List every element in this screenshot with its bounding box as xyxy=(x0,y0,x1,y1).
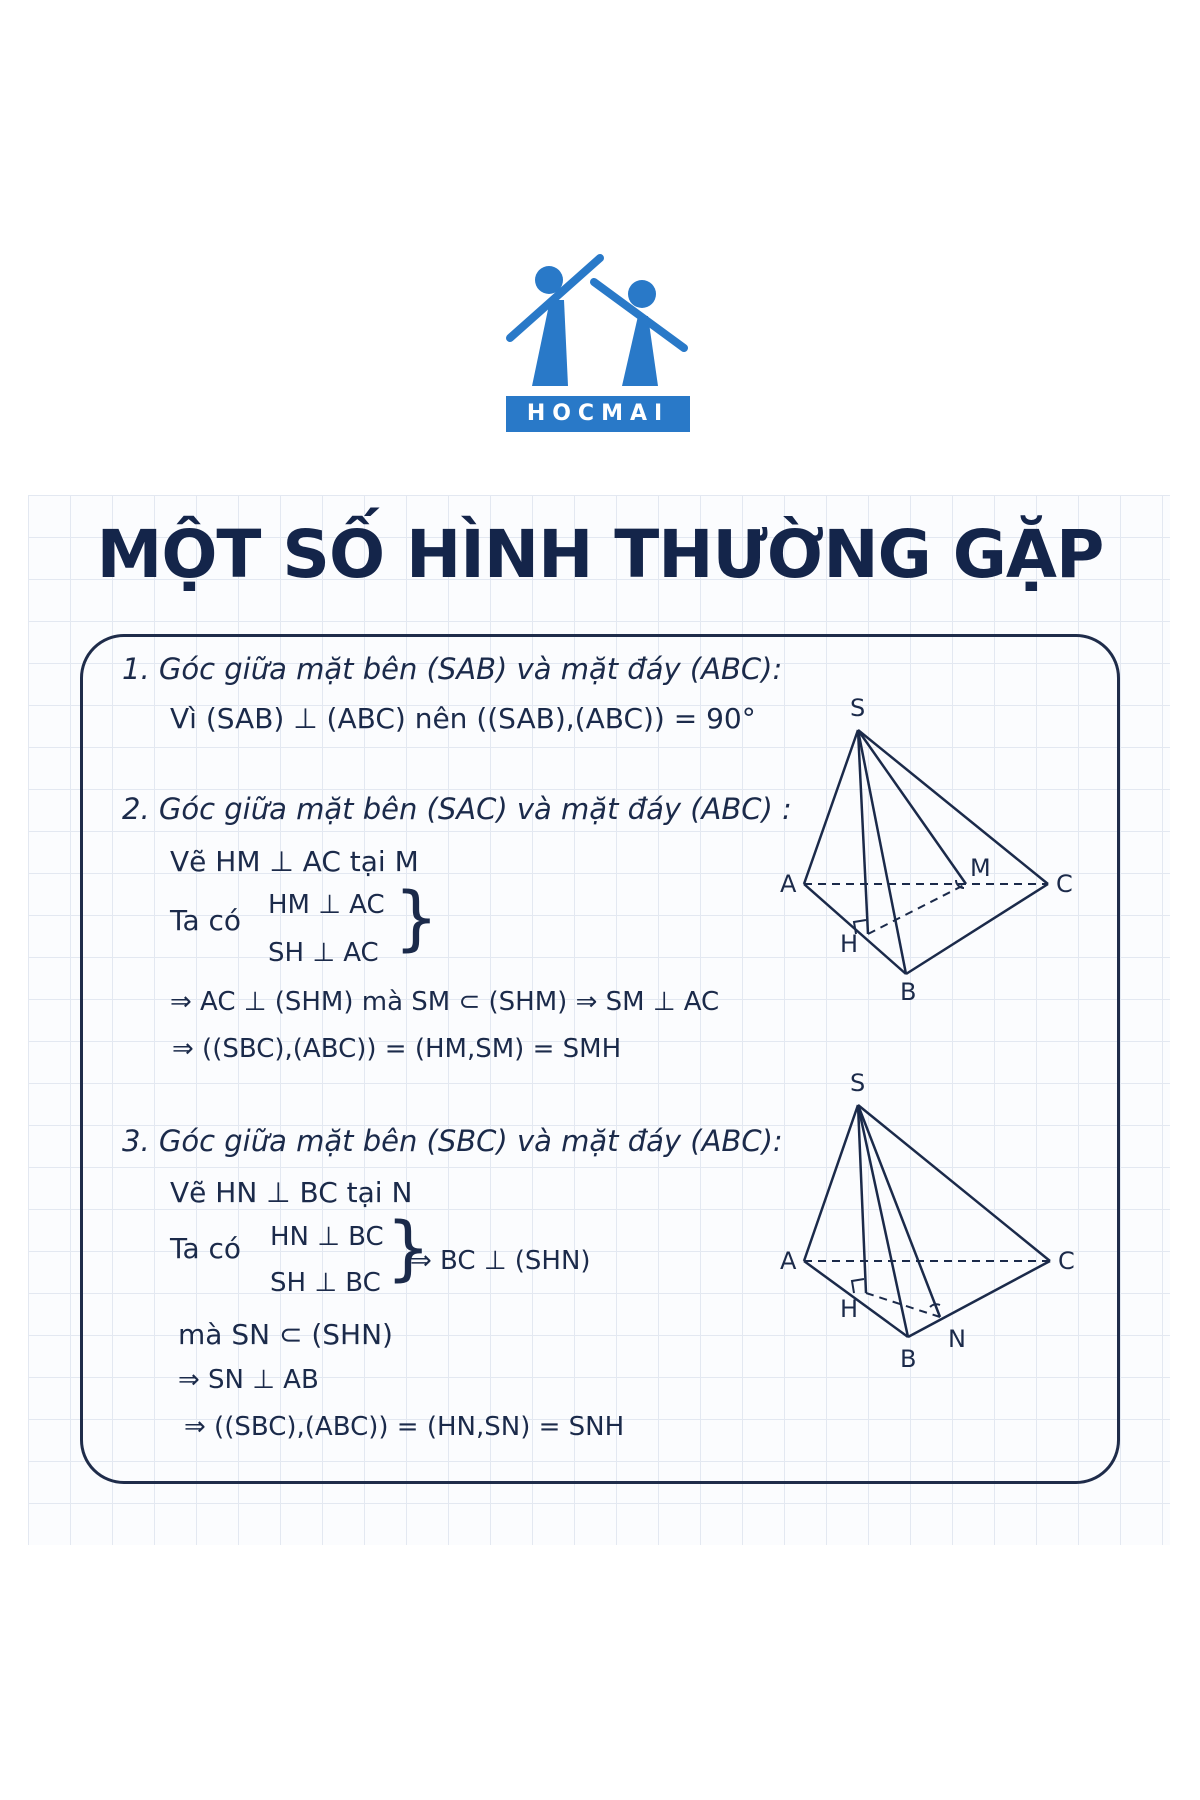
figure1-label-m: M xyxy=(970,854,991,882)
section3-line5: ⇒ ((SBC),(ABC)) = (HN,SN) = SNH xyxy=(184,1412,625,1442)
section2-line1: Vẽ HM ⊥ AC tại M xyxy=(170,845,419,878)
section2-line4: ⇒ ((SBC),(ABC)) = (HM,SM) = SMH xyxy=(172,1034,622,1064)
figure2-label-b: B xyxy=(900,1345,917,1373)
section3-cond2: SH ⊥ BC xyxy=(270,1268,381,1298)
figure2-label-n: N xyxy=(948,1325,966,1353)
section1-heading: 1. Góc giữa mặt bên (SAB) và mặt đáy (ABC): xyxy=(122,652,783,686)
pyramid-figure-1 xyxy=(780,690,1090,1020)
page-title: MỘT SỐ HÌNH THƯỜNG GẶP xyxy=(96,516,1104,593)
figure2-label-c: C xyxy=(1058,1247,1075,1275)
section3-line1: Vẽ HN ⊥ BC tại N xyxy=(170,1176,413,1209)
figure1-label-s: S xyxy=(850,694,866,722)
section1-line1: Vì (SAB) ⊥ (ABC) nên ((SAB),(ABC)) = 90° xyxy=(170,702,756,735)
section2-taco: Ta có xyxy=(170,904,242,937)
section3-heading: 3. Góc giữa mặt bên (SBC) và mặt đáy (ABC): xyxy=(122,1124,783,1158)
section3-implies: ⇒ BC ⊥ (SHN) xyxy=(410,1246,591,1276)
section2-cond2: SH ⊥ AC xyxy=(268,938,379,968)
section2-brace: } xyxy=(394,877,439,959)
section2-cond1: HM ⊥ AC xyxy=(268,890,385,920)
logo-figures-icon xyxy=(506,252,690,397)
figure1-label-a: A xyxy=(780,870,797,898)
section3-line3: mà SN ⊂ (SHN) xyxy=(178,1318,393,1351)
figure1-label-h: H xyxy=(840,930,859,958)
figure2-label-s: S xyxy=(850,1069,866,1097)
figure2-label-h: H xyxy=(840,1295,859,1323)
figure2-label-a: A xyxy=(780,1247,797,1275)
pyramid-figure-2 xyxy=(780,1055,1090,1385)
section2-heading: 2. Góc giữa mặt bên (SAC) và mặt đáy (ABC) : xyxy=(122,792,792,826)
figure1-label-c: C xyxy=(1056,870,1073,898)
section3-cond1: HN ⊥ BC xyxy=(270,1222,384,1252)
logo-text: HOCMAI xyxy=(526,401,670,426)
section3-brace: } xyxy=(386,1207,431,1289)
section3-taco: Ta có xyxy=(170,1232,242,1265)
section2-line3: ⇒ AC ⊥ (SHM) mà SM ⊂ (SHM) ⇒ SM ⊥ AC xyxy=(170,987,720,1017)
figure1-label-b: B xyxy=(900,978,917,1006)
hocmai-logo xyxy=(506,252,690,432)
section3-line4: ⇒ SN ⊥ AB xyxy=(178,1365,319,1395)
